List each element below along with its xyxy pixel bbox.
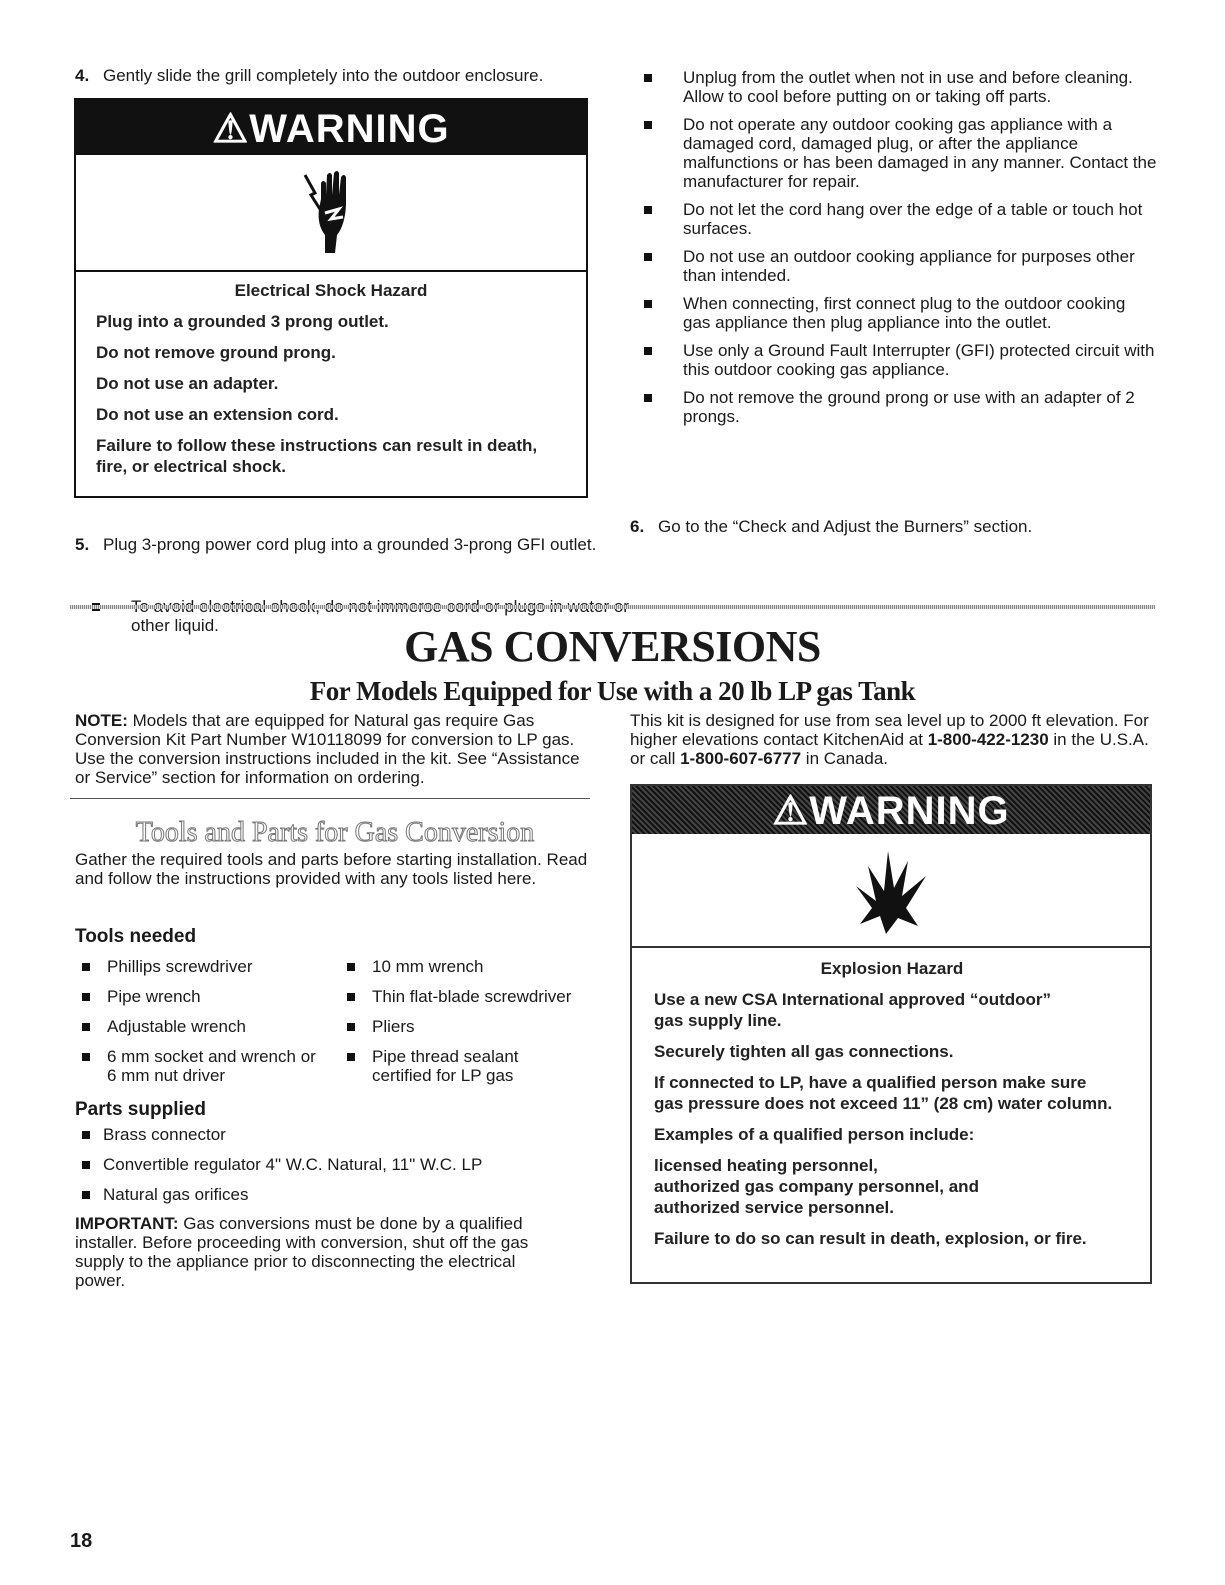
section-divider bbox=[70, 605, 1155, 609]
tools-intro: Gather the required tools and parts before starting installation. Read and follow the instructions provided with any tools listed here. bbox=[75, 850, 588, 888]
warning-triangle-icon: ⚠ bbox=[212, 107, 250, 151]
warning-line: Plug into a grounded 3 prong outlet. bbox=[96, 312, 389, 331]
page-number: 18 bbox=[70, 1530, 93, 1552]
step-number: 6. bbox=[630, 517, 645, 536]
warning-line: Do not use an adapter. bbox=[96, 374, 279, 393]
warning-line: authorized service personnel. bbox=[654, 1198, 894, 1217]
list-item: Pliers bbox=[340, 1017, 595, 1036]
kit-text: This kit is designed for use from sea level up to 2000 ft elevation. For higher elevations contact KitchenAid at bbox=[630, 711, 1149, 749]
warning-line: Examples of a qualified person include: bbox=[654, 1125, 975, 1144]
warning-text bbox=[632, 948, 1150, 1249]
explosion-hazard-icon bbox=[846, 846, 936, 936]
list-item: Pipe wrench bbox=[75, 987, 335, 1006]
tools-list-col2 bbox=[340, 957, 595, 1085]
kit-text: in the U.S.A. or call bbox=[630, 730, 1149, 768]
important-paragraph bbox=[75, 1214, 565, 1290]
list-item: Adjustable wrench bbox=[75, 1017, 335, 1036]
bullet-text: other liquid. bbox=[131, 616, 219, 635]
list-item: Phillips screwdriver bbox=[75, 957, 335, 976]
electrical-warning-box bbox=[74, 98, 588, 498]
warning-header bbox=[76, 100, 586, 155]
divider-line bbox=[70, 798, 590, 799]
list-item: Convertible regulator 4" W.C. Natural, 11" W.C. LP bbox=[75, 1155, 595, 1174]
warning-line: Failure to do so can result in death, explosion, or fire. bbox=[654, 1229, 1087, 1248]
warning-line: Failure to follow these instructions can result in death, fire, or electrical shock. bbox=[96, 436, 538, 476]
list-item: Unplug from the outlet when not in use and before cleaning. Allow to cool before putting on or taking off parts. bbox=[637, 68, 1157, 106]
list-item: Do not remove the ground prong or use with an adapter of 2 prongs. bbox=[637, 388, 1157, 426]
step-text: Go to the “Check and Adjust the Burners” section. bbox=[658, 517, 1033, 536]
phone-canada: 1-800-607-6777 bbox=[680, 749, 802, 768]
parts-heading: Parts supplied bbox=[75, 1099, 206, 1120]
list-item: Brass connector bbox=[75, 1125, 595, 1144]
list-item: Use only a Ground Fault Interrupter (GFI) protected circuit with this outdoor cooking gas appliance. bbox=[637, 341, 1157, 379]
step-6 bbox=[630, 517, 1178, 536]
warning-triangle-icon: ⚠ bbox=[772, 789, 810, 833]
step-text: Plug 3-prong power cord plug into a grounded 3-prong GFI outlet. bbox=[103, 535, 597, 554]
warning-line: Securely tighten all gas connections. bbox=[654, 1042, 954, 1061]
note-text: Models that are equipped for Natural gas require Gas Conversion Kit Part Number W10118099 for conversion to LP gas. Use the conversion instructions included in the kit. See “Assistance or Service” section for information on ordering. bbox=[75, 711, 580, 787]
warning-title: WARNING bbox=[249, 107, 450, 151]
page-title: GAS CONVERSIONS bbox=[404, 622, 821, 671]
tools-heading: Tools needed bbox=[75, 926, 197, 947]
list-item: 10 mm wrench bbox=[340, 957, 595, 976]
tools-parts-heading: Tools and Parts for Gas Conversion bbox=[135, 817, 535, 848]
step-number: 4. bbox=[75, 66, 90, 85]
section-subtitle: For Models Equipped for Use with a 20 lb LP gas Tank bbox=[309, 676, 916, 706]
note-label: NOTE: bbox=[75, 711, 128, 730]
list-item: Do not operate any outdoor cooking gas appliance with a damaged cord, damaged plug, or after the appliance malfunctions or has been damaged in any manner. Contact the manufacturer for repair. bbox=[637, 115, 1157, 191]
parts-list bbox=[75, 1125, 595, 1204]
list-item: Do not use an outdoor cooking appliance for purposes other than intended. bbox=[637, 247, 1157, 285]
warning-line: Do not use an extension cord. bbox=[96, 405, 339, 424]
tools-list-col1 bbox=[75, 957, 335, 1085]
warning-text bbox=[76, 272, 586, 477]
important-text: Gas conversions must be done by a qualified installer. Before proceeding with conversion, shut off the gas supply to the appliance prior to disconnecting the electrical power. bbox=[75, 1214, 529, 1290]
warning-line: licensed heating personnel, bbox=[654, 1156, 878, 1175]
icon-area bbox=[76, 155, 586, 272]
step-text: Gently slide the grill completely into the outdoor enclosure. bbox=[103, 66, 544, 85]
electrical-shock-hand-icon bbox=[301, 165, 361, 255]
note-paragraph bbox=[75, 711, 595, 787]
safety-bullets bbox=[637, 68, 1157, 435]
warning-line: authorized gas company personnel, and bbox=[654, 1177, 979, 1196]
important-label: IMPORTANT: bbox=[75, 1214, 179, 1233]
warning-line: If connected to LP, have a qualified person make sure gas pressure does not exceed 11” (28 cm) water column. bbox=[654, 1073, 1113, 1113]
warning-line: Use a new CSA International approved “outdoor” gas supply line. bbox=[654, 990, 1052, 1030]
kit-text: in Canada. bbox=[801, 749, 889, 768]
warning-title: WARNING bbox=[809, 789, 1010, 833]
hazard-heading: Electrical Shock Hazard bbox=[234, 281, 428, 300]
warning-header bbox=[632, 786, 1150, 834]
list-item: Thin flat-blade screwdriver bbox=[340, 987, 595, 1006]
phone-us: 1-800-422-1230 bbox=[927, 730, 1049, 749]
list-item: 6 mm socket and wrench or 6 mm nut driver bbox=[75, 1047, 317, 1085]
list-item: When connecting, first connect plug to the outdoor cooking gas appliance then plug appliance into the outlet. bbox=[637, 294, 1157, 332]
warning-line: Do not remove ground prong. bbox=[96, 343, 336, 362]
icon-area bbox=[632, 834, 1150, 948]
kit-paragraph bbox=[630, 711, 1155, 768]
hazard-heading: Explosion Hazard bbox=[820, 959, 964, 978]
list-item: Pipe thread sealant certified for LP gas bbox=[340, 1047, 562, 1085]
step-4 bbox=[75, 66, 623, 85]
step-number: 5. bbox=[75, 535, 90, 554]
step-5 bbox=[75, 535, 623, 554]
explosion-warning-box bbox=[630, 784, 1152, 1284]
list-item: Do not let the cord hang over the edge of a table or touch hot surfaces. bbox=[637, 200, 1157, 238]
list-item: Natural gas orifices bbox=[75, 1185, 595, 1204]
